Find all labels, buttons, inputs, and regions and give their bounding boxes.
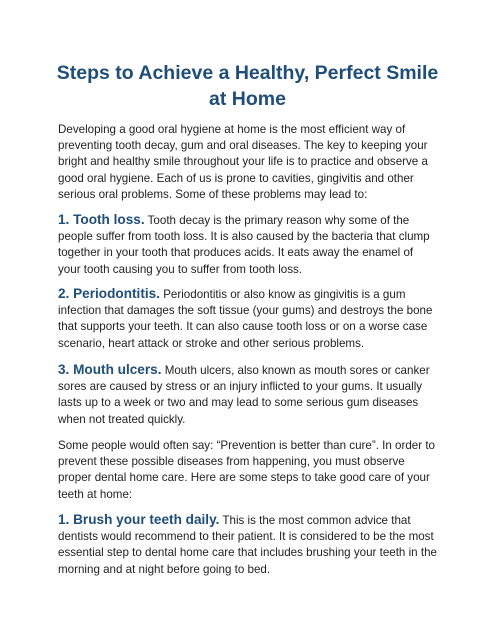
step-heading: 1. Brush your teeth daily.	[58, 512, 220, 527]
problem-heading: 3. Mouth ulcers.	[58, 362, 162, 377]
intro-paragraph: Developing a good oral hygiene at home is the most efficient way of preventing tooth decay, gum and oral diseases. The key to keeping your bright and healthy smile throughout your life is to practice and observe a good oral hygiene. Each of us is prone to cavities, gingivitis and other serious oral problems. Some of these problems may lead to:	[58, 123, 428, 201]
title-line-1: Steps to Achieve a Healthy, Perfect Smile	[56, 62, 439, 84]
problem-periodontitis	[58, 286, 438, 352]
problem-tooth-loss	[58, 212, 438, 278]
problem-heading: 1. Tooth loss.	[58, 212, 145, 227]
problem-text: Mouth ulcers, also known as mouth sores or canker sores are caused by stress or an injury inflicted to your gums. It usually lasts up to a week or two and may lead to some serious gum diseases when not treated quickly.	[58, 364, 430, 426]
problem-mouth-ulcers	[58, 362, 438, 428]
title-line-2: at Home	[209, 88, 286, 110]
problem-text: Tooth decay is the primary reason why some of the people suffer from tooth loss. It is also caused by the bacteria that clump together in your tooth that produces acids. It eats away the enamel of your tooth causing you to suffer from tooth loss.	[58, 214, 430, 276]
step-brush-teeth	[58, 512, 438, 578]
problem-heading: 2. Periodontitis.	[58, 286, 160, 301]
problem-text: Periodontitis or also know as gingivitis is a gum infection that damages the soft tissue (your gums) and destroys the bone that supports your teeth. It can also cause tooth loss or on a worse case scenario, heart attack or stroke and other serious problems.	[58, 288, 433, 350]
transition-paragraph: Some people would often say: “Prevention is better than cure”. In order to prevent these possible diseases from happening, you must observe proper dental home care. Here are some steps to take good care of your teeth at home:	[58, 439, 436, 501]
step-text: This is the most common advice that dentists would recommend to their patient. It is considered to be the most essential step to dental home care that includes brushing your teeth in the morning and at night before going to bed.	[58, 514, 437, 576]
document-title	[40, 60, 455, 112]
